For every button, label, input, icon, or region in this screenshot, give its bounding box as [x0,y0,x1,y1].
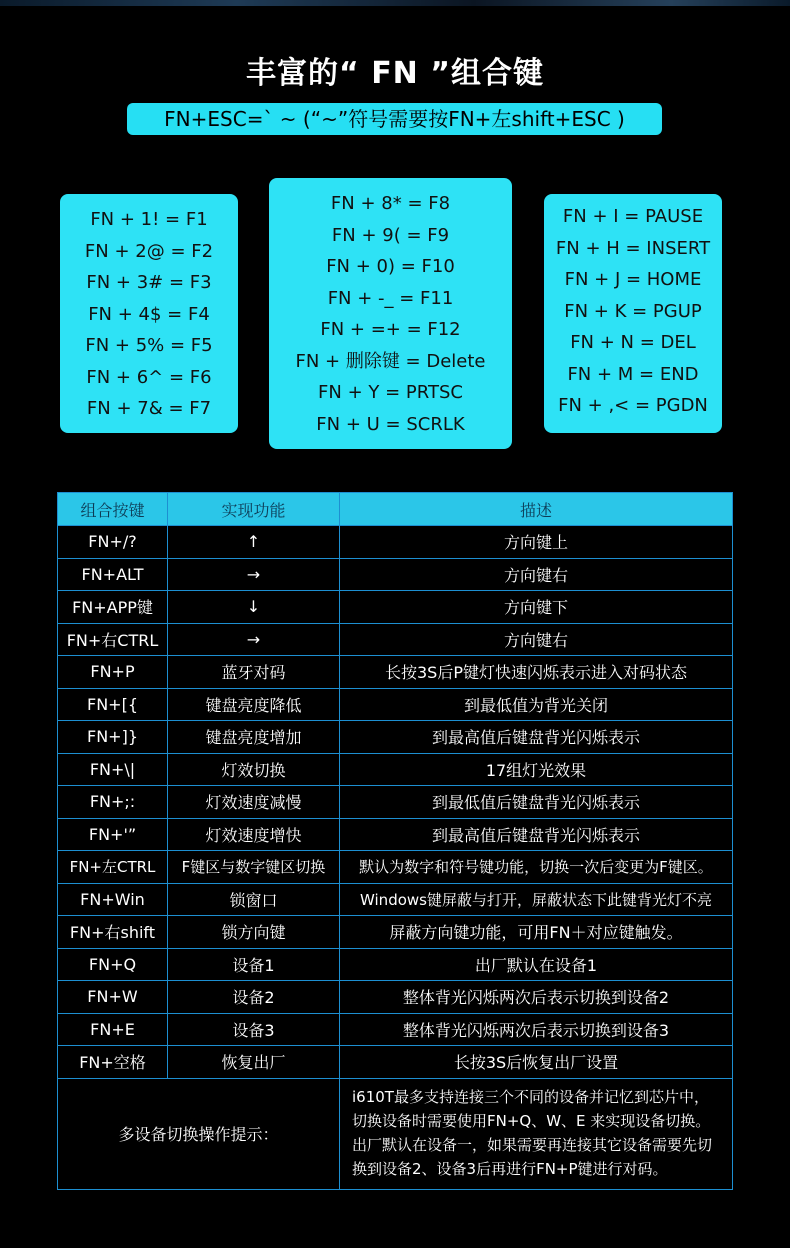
table-row [58,1013,733,1046]
combo-cell: FN+ALT [58,558,168,591]
function-cell: F键区与数字键区切换 [168,851,340,884]
table-header-row [58,493,733,526]
description-cell: 方向键右 [340,558,733,591]
fn-combo-line: FN + J = HOME [564,269,702,290]
combo-cell: FN+Win [58,883,168,916]
combo-cell: FN+[{ [58,688,168,721]
combo-cell: FN+'” [58,818,168,851]
footer-row [58,1078,733,1189]
description-cell: 方向键右 [340,623,733,656]
fn-combo-line: FN + I = PAUSE [562,206,704,227]
fn-combo-line: FN + 0) = F10 [326,256,455,277]
multi-device-tip-label: 多设备切换操作提示： [58,1078,340,1189]
fn-combo-line: FN + H = INSERT [555,237,711,259]
table-row [58,981,733,1014]
table-row [58,526,733,559]
table-row [58,916,733,949]
function-cell: 灯效切换 [168,753,340,786]
description-cell: 到最高值后键盘背光闪烁表示 [340,818,733,851]
combo-cell: FN+\| [58,753,168,786]
description-cell: 17组灯光效果 [340,753,733,786]
fn-combo-line: FN + =+ = F12 [320,319,461,340]
table-row [58,591,733,624]
fn-combo-line: FN + 6^ = F6 [86,366,212,388]
fn-combo-line: FN + 1! = F1 [90,209,208,230]
esc-note-banner: FN+ESC=` ~ (“~”符号需要按FN+左shift+ESC ) [127,103,662,135]
column-header-description: 描述 [340,493,733,526]
combo-cell: FN+右shift [58,916,168,949]
fn-combo-line: FN + M = END [567,363,699,385]
fn-combo-line: FN + K = PGUP [564,300,702,322]
description-cell: 默认为数字和符号键功能，切换一次后变更为F键区。 [340,851,733,884]
arrow-down-icon: ↓ [168,591,340,624]
combo-cell: FN+E [58,1013,168,1046]
fn-shortcut-table [57,492,733,1190]
function-cell: 设备1 [168,948,340,981]
combo-cell: FN+左CTRL [58,851,168,884]
table-row [58,558,733,591]
function-cell: 锁方向键 [168,916,340,949]
combo-cell: FN+/? [58,526,168,559]
fn-combo-line: FN + -_ = F11 [327,287,454,309]
fn-combo-line: FN + 7& = F7 [86,398,212,419]
top-decor-strip [0,0,790,6]
combo-cell: FN+右CTRL [58,623,168,656]
combo-cell: FN+]} [58,721,168,754]
combo-cell: FN+APP键 [58,591,168,624]
fn-card-function-keys [60,194,238,433]
table-row [58,883,733,916]
function-cell: 键盘亮度降低 [168,688,340,721]
function-cell: 设备3 [168,1013,340,1046]
description-cell: Windows键屏蔽与打开，屏蔽状态下此键背光灯不亮 [340,883,733,916]
function-cell: 灯效速度增快 [168,818,340,851]
table-row [58,753,733,786]
table-row [58,721,733,754]
table-row [58,623,733,656]
function-cell: 恢复出厂 [168,1046,340,1079]
combo-cell: FN+Q [58,948,168,981]
combo-cell: FN+;: [58,786,168,819]
description-cell: 长按3S后恢复出厂设置 [340,1046,733,1079]
description-cell: 到最低值后键盘背光闪烁表示 [340,786,733,819]
description-cell: 到最高值后键盘背光闪烁表示 [340,721,733,754]
fn-combo-line: FN + U = SCRLK [316,413,465,435]
description-cell: 方向键下 [340,591,733,624]
function-cell: 键盘亮度增加 [168,721,340,754]
table-row [58,786,733,819]
multi-device-tip-text: i610T最多支持连接三个不同的设备并记忆到芯片中，切换设备时需要使用FN+Q、W、E 来实现设备切换。 出厂默认在设备一，如果需要再连接其它设备需要先切换到设备2、设备3后再进行FN+P键进行对码。 [340,1078,733,1189]
fn-combo-line: FN + 2@ = F2 [84,240,214,262]
table-row [58,1046,733,1079]
table-row [58,818,733,851]
table-row [58,851,733,884]
fn-combo-line: FN + 删除键 = Delete [295,350,486,372]
description-cell: 屏蔽方向键功能，可用FN＋对应键触发。 [340,916,733,949]
combo-cell: FN+空格 [58,1046,168,1079]
table-row [58,688,733,721]
function-cell: 灯效速度减慢 [168,786,340,819]
function-cell: 设备2 [168,981,340,1014]
fn-combo-line: FN + 3# = F3 [86,272,212,293]
fn-combo-line: FN + 9( = F9 [331,224,450,246]
fn-combo-line: FN + 5% = F5 [85,335,213,356]
table-row [58,656,733,689]
description-cell: 长按3S后P键灯快速闪烁表示进入对码状态 [340,656,733,689]
column-header-combo: 组合按键 [58,493,168,526]
arrow-right-icon: → [168,623,340,656]
page-title: 丰富的“ FN ”组合键 [246,56,544,91]
fn-combo-line: FN + Y = PRTSC [318,382,463,403]
fn-card-extended-keys [269,178,512,449]
combo-cell: FN+W [58,981,168,1014]
fn-card-navigation-keys [544,194,722,433]
description-cell: 出厂默认在设备1 [340,948,733,981]
description-cell: 方向键上 [340,526,733,559]
fn-combo-line: FN + 4$ = F4 [88,303,210,325]
table-row [58,948,733,981]
arrow-right-icon: → [168,558,340,591]
function-cell: 锁窗口 [168,883,340,916]
combo-cell: FN+P [58,656,168,689]
function-cell: 蓝牙对码 [168,656,340,689]
fn-combo-line: FN + 8* = F8 [330,193,451,214]
fn-combo-line: FN + N = DEL [570,332,696,353]
fn-combo-line: FN + ,< = PGDN [558,395,708,416]
description-cell: 到最低值为背光关闭 [340,688,733,721]
description-cell: 整体背光闪烁两次后表示切换到设备2 [340,981,733,1014]
description-cell: 整体背光闪烁两次后表示切换到设备3 [340,1013,733,1046]
column-header-function: 实现功能 [168,493,340,526]
arrow-up-icon: ↑ [168,526,340,559]
